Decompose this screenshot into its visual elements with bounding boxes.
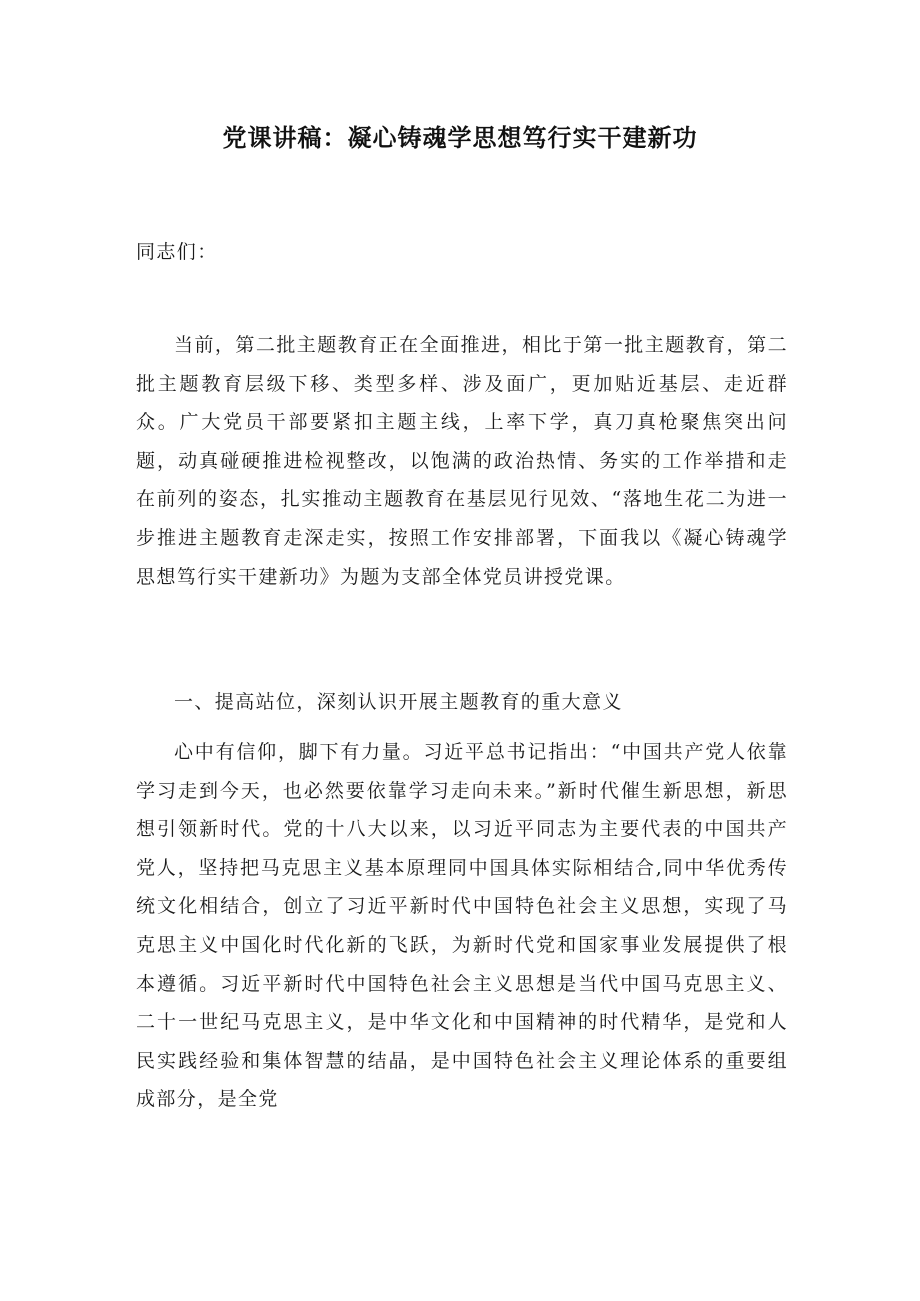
salutation: 同志们： — [136, 241, 218, 263]
paragraph-section-1 — [136, 733, 788, 1119]
paragraph-text: 心中有信仰，脚下有力量。习近平总书记指出：“中国共产党人依靠学习走到今天，也必然要依靠学习走向未来。”新时代催生新思想，新思想引领新时代。党的十八大以来，以习近平同志为主要代表的中国共产党人，坚持把马克思主义基本原理同中国具体实际相结合,同中华优秀传统文化相结合，创立了习近平新时代中国特色社会主义思想，实现了马克思主义中国化时代化新的飞跃，为新时代党和国家事业发展提供了根本遵循。习近平新时代中国特色社会主义思想是当代中国马克思主义、二十一世纪马克思主义，是中华文化和中国精神的时代精华，是党和人民实践经验和集体智慧的结晶，是中国特色社会主义理论体系的重要组成部分，是全党 — [136, 741, 788, 1111]
paragraph-text: 当前，第二批主题教育正在全面推进，相比于第一批主题教育，第二批主题教育层级下移、类型多样、涉及面广，更加贴近基层、走近群众。广大党员干部要紧扣主题主线，上率下学，真刀真枪聚焦突出问题，动真碰硬推进检视整改，以饱满的政治热情、务实的工作举措和走在前列的姿态，扎实推动主题教育在基层见行见效、“落地生花二为进一步推进主题教育走深走实，按照工作安排部署，下面我以《凝心铸魂学思想笃行实干建新功》为题为支部全体党员讲授党课。 — [136, 334, 788, 588]
paragraph-intro — [136, 326, 788, 596]
document-title: 党课讲稿：凝心铸魂学思想笃行实干建新功 — [222, 124, 698, 152]
section-heading: 一、提高站位，深刻认识开展主题教育的重大意义 — [174, 691, 623, 713]
